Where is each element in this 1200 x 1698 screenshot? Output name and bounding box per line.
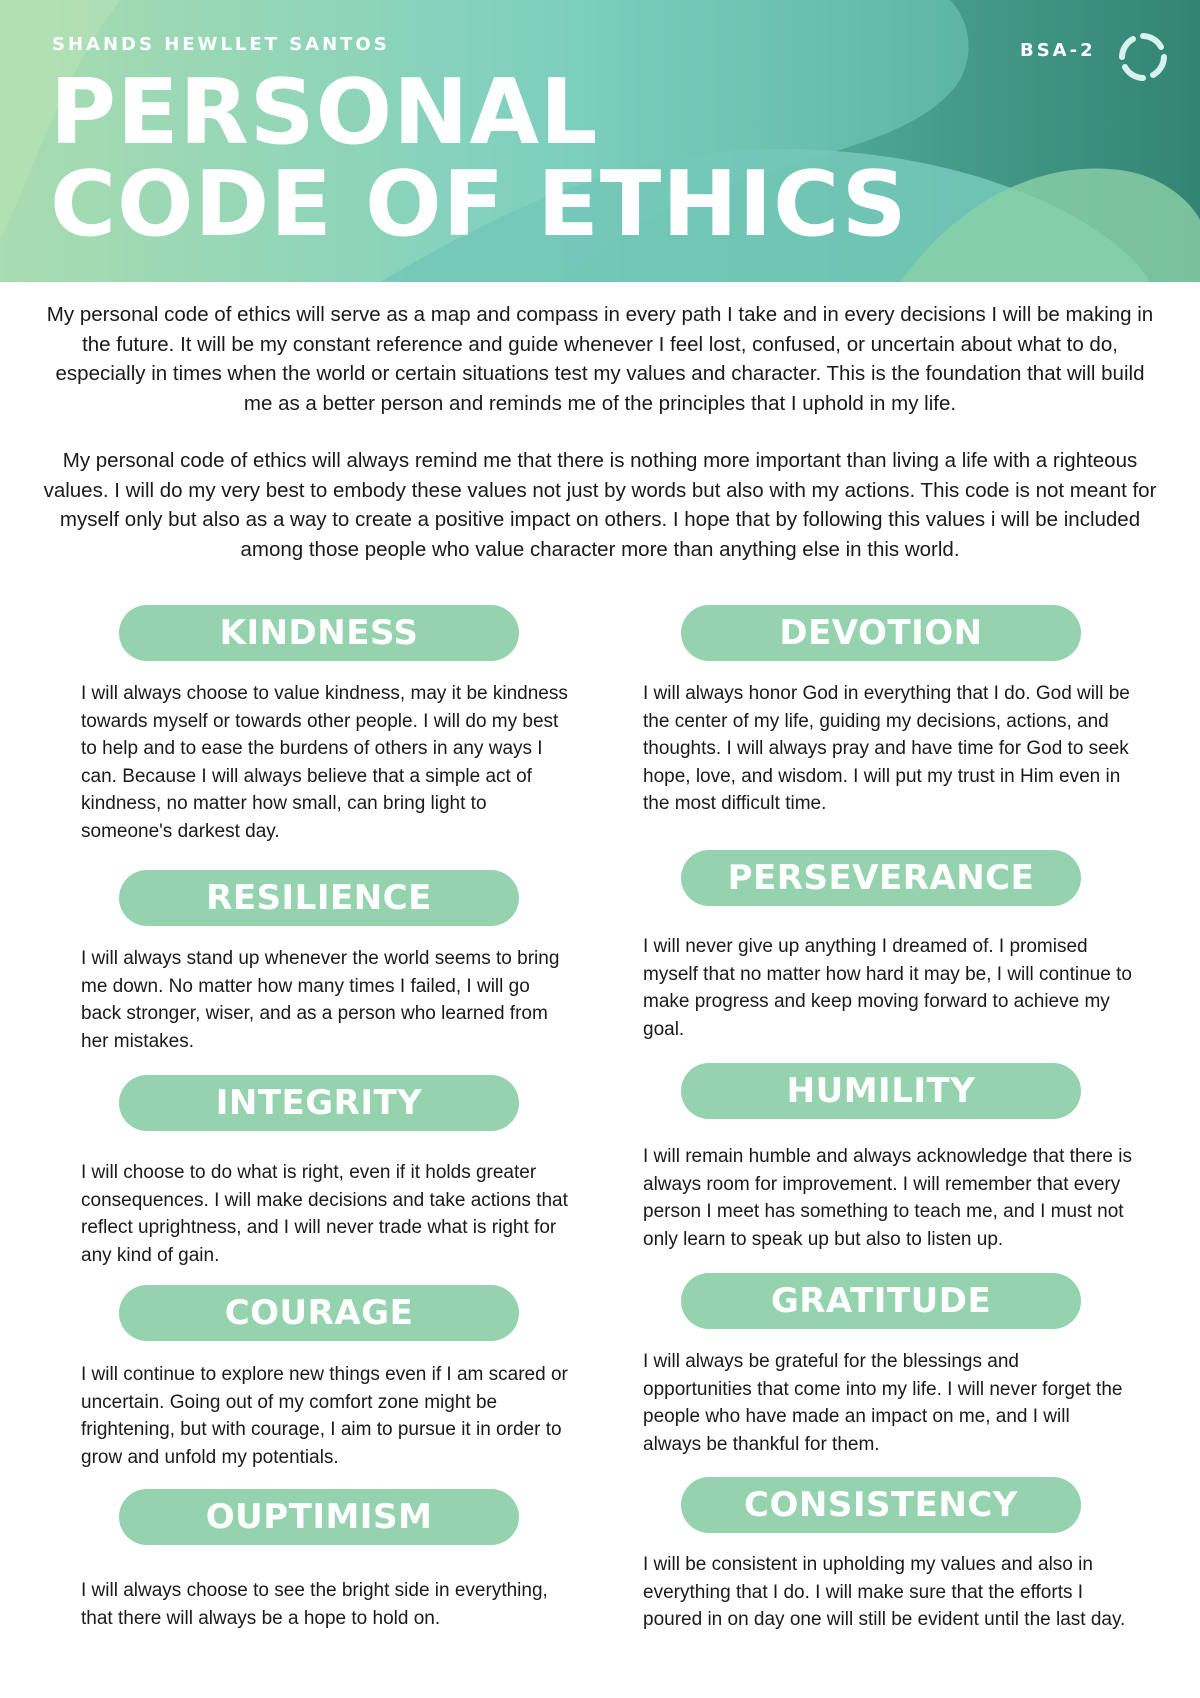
intro-paragraph-1: My personal code of ethics will serve as a map and compass in every path I take and in every decisions I will be making in the future. It will be my constant reference and guide whenever I feel lost, confused, or uncertain about what to do, especially in times when the world or certain situations test my values and character. This is the foundation that will build me as a better person and reminds me of the principles that I uphold in my life. <box>46 303 1154 415</box>
value-heading-optimism: OUPTIMISM <box>119 1489 519 1545</box>
header-banner <box>0 0 1200 282</box>
value-text-optimism: I will always choose to see the bright side in everything, that there will always be a hope to hold on. <box>81 1580 548 1629</box>
value-heading-gratitude: GRATITUDE <box>681 1273 1081 1329</box>
page-title-line1: PERSONAL <box>50 60 599 165</box>
value-text-resilience: I will always stand up whenever the world seems to bring me down. No matter how many times I failed, I will go back stronger, wiser, and as a person who learned from her mistakes. <box>81 948 560 1052</box>
value-text-humility: I will remain humble and always acknowledge that there is always room for improvement. I will remember that every person I meet has something to teach me, and I must not only learn to speak up but also to listen up. <box>643 1146 1132 1250</box>
value-heading-resilience: RESILIENCE <box>119 870 519 926</box>
author-name: SHANDS HEWLLET SANTOS <box>52 34 390 55</box>
value-text-devotion: I will always honor God in everything that I do. God will be the center of my life, guiding my decisions, actions, and thoughts. I will always pray and have time for God to seek hope, love, and wisdom. I will put my trust in Him even in the most difficult time. <box>643 683 1130 814</box>
value-heading-integrity: INTEGRITY <box>119 1075 519 1131</box>
value-text-kindness: I will always choose to value kindness, may it be kindness towards myself or towards other people. I will do my best to help and to ease the burdens of others in any ways I can. Because I will always believe that a simple act of kindness, no matter how small, can bring light to someone's darkest day. <box>81 683 568 842</box>
value-text-consistency: I will be consistent in upholding my values and also in everything that I do. I will make sure that the efforts I poured in on day one will still be evident until the last day. <box>643 1554 1126 1630</box>
value-heading-perseverance: PERSEVERANCE <box>681 850 1081 906</box>
value-heading-consistency: CONSISTENCY <box>681 1477 1081 1533</box>
section-code: BSA-2 <box>1020 40 1096 61</box>
intro-paragraph-2: My personal code of ethics will always remind me that there is nothing more important than living a life with a righteous values. I will do my very best to embody these values not just by words but also with my actions. This code is not meant for myself only but also as a way to create a positive impact on others. I hope that by following this values i will be included among those people who value character more than anything else in this world. <box>43 449 1157 561</box>
value-heading-courage: COURAGE <box>119 1285 519 1341</box>
value-text-perseverance: I will never give up anything I dreamed of. I promised myself that no matter how hard it may be, I will continue to make progress and keep moving forward to achieve my goal. <box>643 936 1132 1040</box>
circular-swirl-logo-icon <box>1116 30 1170 84</box>
value-text-integrity: I will choose to do what is right, even if it holds greater consequences. I will make decisions and take actions that reflect uprightness, and I will never trade what is right for any kind of gain. <box>81 1162 568 1266</box>
value-heading-devotion: DEVOTION <box>681 605 1081 661</box>
value-heading-kindness: KINDNESS <box>119 605 519 661</box>
page-title-line2: CODE OF ETHICS <box>50 152 908 257</box>
value-text-courage: I will continue to explore new things even if I am scared or uncertain. Going out of my comfort zone might be frightening, but with courage, I aim to pursue it in order to grow and unfold my potentials. <box>81 1364 568 1468</box>
value-text-gratitude: I will always be grateful for the blessings and opportunities that come into my life. I will never forget the people who have made an impact on me, and I will always be thankful for them. <box>643 1351 1123 1455</box>
value-heading-humility: HUMILITY <box>681 1063 1081 1119</box>
